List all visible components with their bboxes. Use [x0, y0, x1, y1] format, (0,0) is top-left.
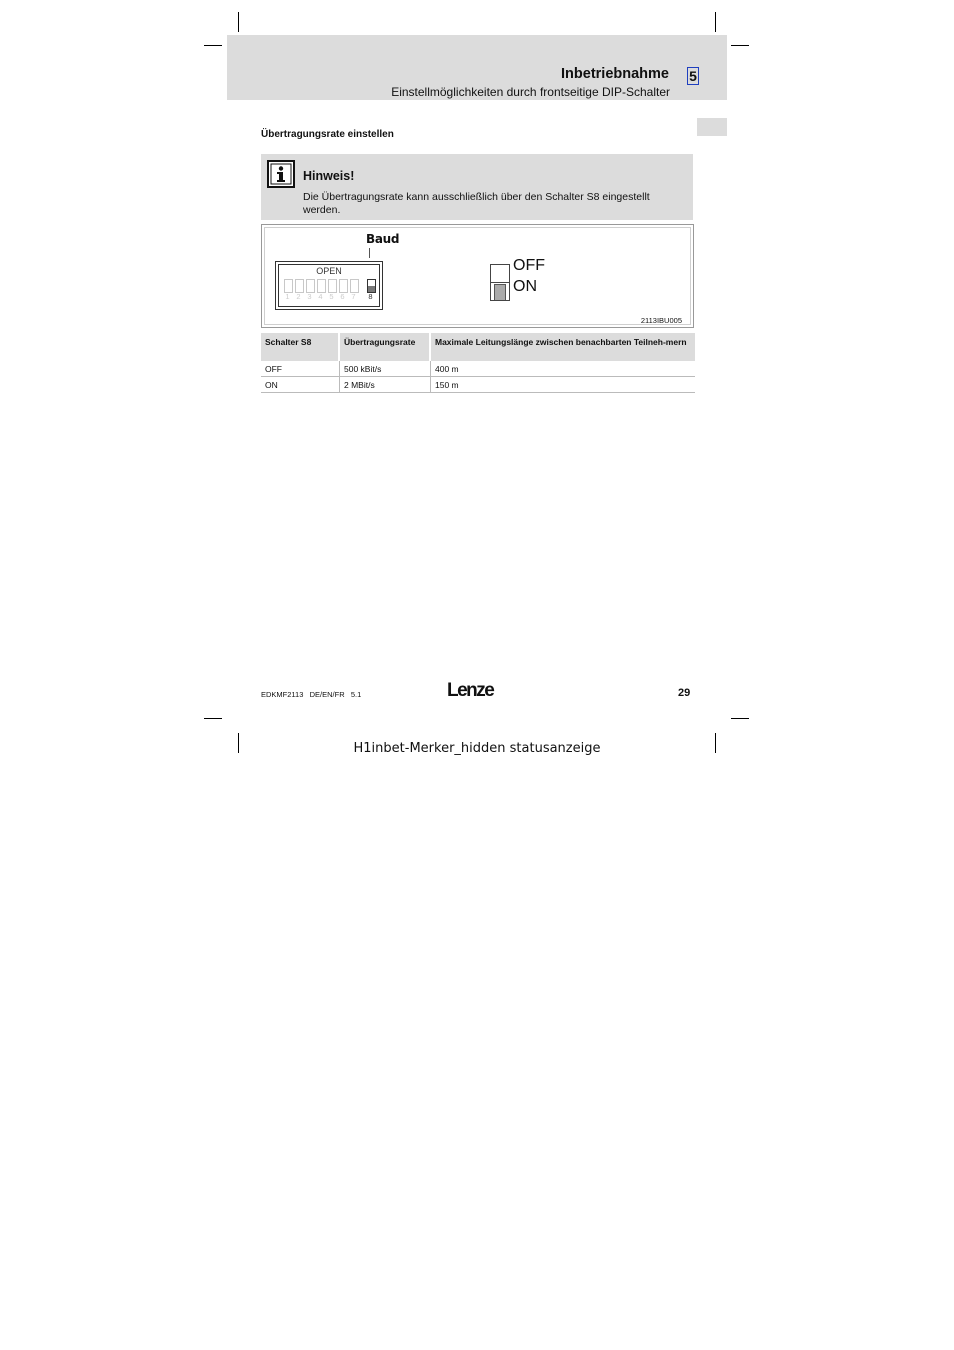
dip-switch-8	[367, 279, 376, 293]
switch-number: 2	[296, 292, 301, 301]
bottom-label: H1inbet-Merker_hidden statusanzeige	[353, 741, 601, 756]
table-cell: 2 MBit/s	[340, 377, 431, 393]
dip-switch-3	[306, 279, 315, 293]
switch-legend-graphic	[490, 264, 510, 301]
chapter-number: 5	[687, 67, 699, 85]
table-row	[261, 377, 695, 393]
baud-rate-table	[261, 333, 695, 393]
switch-number: 1	[285, 292, 290, 301]
crop-mark	[204, 45, 222, 46]
baud-label: Baud	[366, 232, 400, 246]
note-title: Hinweis!	[303, 169, 355, 183]
switch-number: 6	[340, 292, 345, 301]
figure-id: 2113IBU005	[640, 316, 682, 325]
baud-pointer-line	[369, 248, 370, 258]
dip-switch-6	[339, 279, 348, 293]
crop-mark	[204, 718, 222, 719]
dip-switch-7	[350, 279, 359, 293]
document-code: EDKMF2113 DE/EN/FR 5.1	[261, 690, 362, 699]
table-cell: ON	[261, 377, 340, 393]
column-header: Übertragungsrate	[340, 333, 431, 361]
legend-on-label: ON	[513, 278, 537, 295]
chapter-subtitle: Einstellmöglichkeiten durch frontseitige DIP-Schalter	[391, 85, 670, 99]
column-header: Maximale Leitungslänge zwischen benachbarten Teilneh-mern	[431, 333, 695, 361]
switch-number: 7	[351, 292, 356, 301]
dip-switch-5	[328, 279, 337, 293]
table-cell: OFF	[261, 361, 340, 377]
figure-frame	[264, 227, 691, 325]
switch-number: 5	[329, 292, 334, 301]
note-box	[261, 154, 693, 220]
switch-number: 4	[318, 292, 323, 301]
section-heading: Übertragungsrate einstellen	[261, 129, 394, 140]
dip-switch-4	[317, 279, 326, 293]
dip-switch-2	[295, 279, 304, 293]
crop-mark	[731, 45, 749, 46]
table-header-row	[261, 333, 695, 361]
page-number: 29	[678, 687, 691, 699]
dip-switch-housing	[278, 264, 380, 307]
dip-switch-figure	[261, 224, 694, 328]
legend-off-label: OFF	[513, 257, 545, 274]
crop-mark	[731, 718, 749, 719]
table-cell: 150 m	[431, 377, 695, 393]
crop-mark	[238, 12, 239, 32]
info-icon	[267, 160, 295, 188]
dip-open-label: OPEN	[316, 266, 342, 276]
column-header: Schalter S8	[261, 333, 340, 361]
crop-mark	[715, 12, 716, 32]
page-header	[227, 35, 727, 100]
switch-number: 3	[307, 292, 312, 301]
lenze-logo: Lenze	[447, 680, 494, 701]
switch-number: 8	[368, 292, 373, 301]
table-row	[261, 361, 695, 377]
table-cell: 400 m	[431, 361, 695, 377]
thumb-tab	[697, 118, 727, 136]
note-text: Die Übertragungsrate kann ausschließlich über den Schalter S8 eingestellt werden.	[303, 191, 650, 216]
dip-switch-block	[275, 261, 383, 310]
chapter-title: Inbetriebnahme	[561, 66, 669, 82]
dip-switch-1	[284, 279, 293, 293]
table-cell: 500 kBit/s	[340, 361, 431, 377]
